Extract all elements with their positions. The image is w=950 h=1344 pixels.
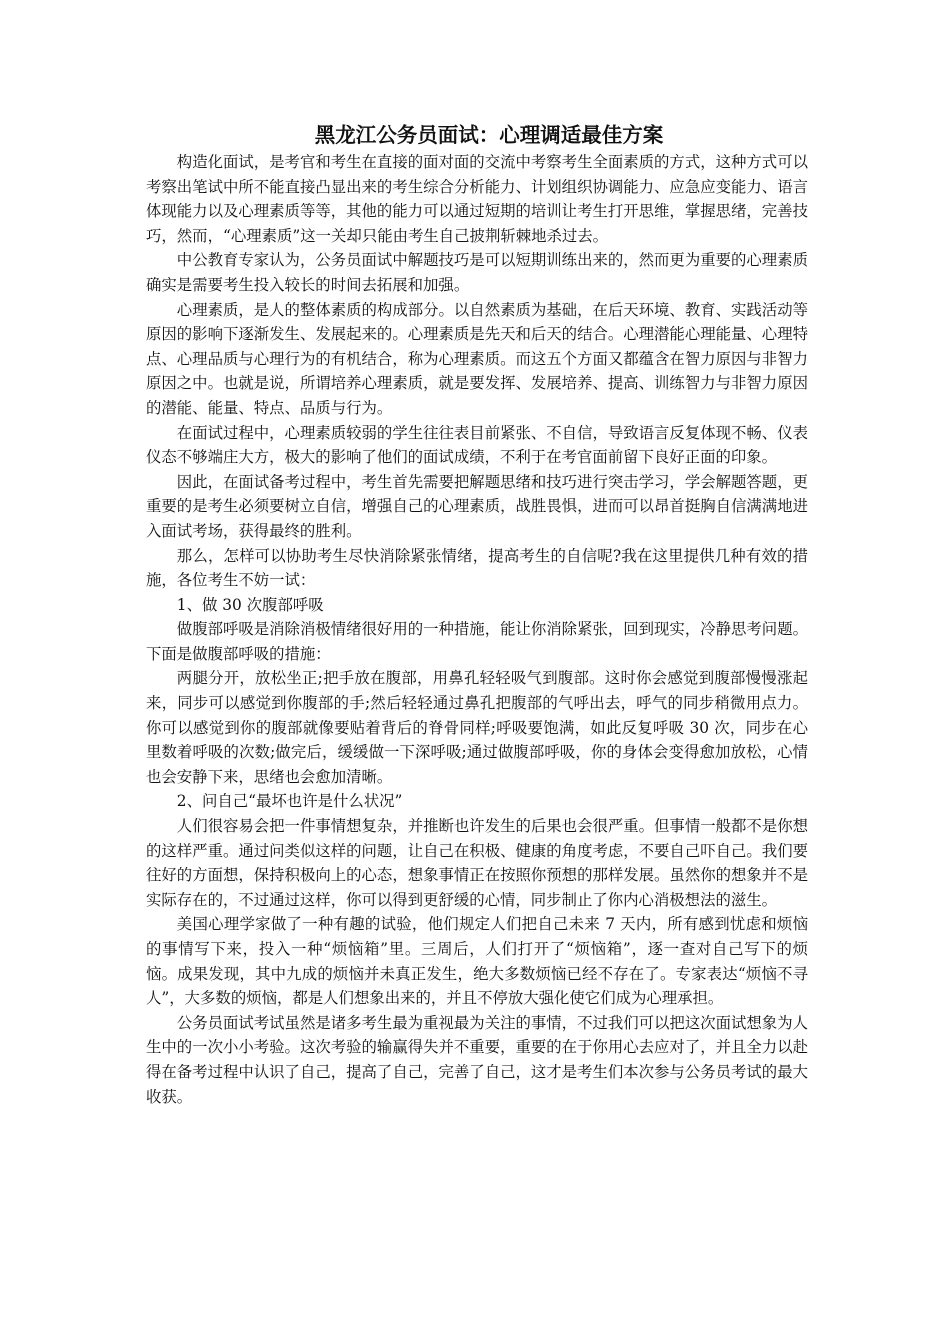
paragraph-conclusion: 公务员面试考试虽然是诸多考生最为重视最为关注的事情，不过我们可以把这次面试想象为人生中的一次小小考验。这次考验的输赢得失并不重要，重要的在于你用心去应对了，并且全力以赴得在备考过程中认识了自己，提高了自己，完善了自己，这才是考生们本次参与公务员考试的最大收获。 xyxy=(146,1013,808,1106)
heading-method-2: 2、问自己“最坏也许是什么状况” xyxy=(176,792,403,811)
paragraph-method-2-body: 人们很容易会把一件事情想复杂，并推断也许发生的后果也会很严重。但事情一般都不是你想的这样严重。通过问类似这样的问题，让自己在积极、健康的角度考虑，不要自己吓自己。我们要往好的方面想，保持积极向上的心态，想象事情正在按照你预想的那样发展。虽然你的想象并不是实际存在的，不过通过这样，你可以得到更舒缓的心情，同步制止了你内心消极想法的滋生。 xyxy=(146,817,808,909)
paragraph-preparation: 因此，在面试备考过程中，考生首先需要把解题思绪和技巧进行突击学习，学会解题答题，更重要的是考生必须要树立自信，增强自己的心理素质，战胜畏惧，进而可以昂首挺胸自信满满地进入面试考场，获得最终的胜利。 xyxy=(146,472,808,540)
paragraph-method-1-steps: 两腿分开，放松坐正;把手放在腹部，用鼻孔轻轻吸气到腹部。这时你会感觉到腹部慢慢涨起来，同步可以感觉到你腹部的手;然后轻轻通过鼻孔把腹部的气呼出去，呼气的同步稍微用点力。你可以感觉到你的腹部就像要贴着背后的脊骨同样;呼吸要饱满，如此反复呼吸 30 次，同步在心里数着呼吸的次数;做完后，缓缓做一下深呼吸;通过做腹部呼吸，你的身体会变得愈加放松，心情也会安静下来，思绪也会愈加清晰。 xyxy=(146,669,808,786)
document-page xyxy=(146,120,808,1109)
heading-method-1: 1、做 30 次腹部呼吸 xyxy=(176,595,324,614)
paragraph-question: 那么，怎样可以协助考生尽快消除紧张情绪，提高考生的自信呢?我在这里提供几种有效的措施，各位考生不妨一试： xyxy=(146,546,808,590)
document-title: 黑龙江公务员面试：心理调适最佳方案 xyxy=(314,123,664,147)
paragraph-interview-weakness: 在面试过程中，心理素质较弱的学生往往表目前紧张、不自信，导致语言反复体现不畅、仪表仪态不够端庄大方，极大的影响了他们的面试成绩，不利于在考官面前留下良好正面的印象。 xyxy=(146,423,808,467)
paragraph-intro: 构造化面试，是考官和考生在直接的面对面的交流中考察考生全面素质的方式，这种方式可以考察出笔试中所不能直接凸显出来的考生综合分析能力、计划组织协调能力、应急应变能力、语言体现能力以及心理素质等等，其他的能力可以通过短期的培训让考生打开思维，掌握思绪，完善技巧，然而，“心理素质”这一关却只能由考生自己披荆斩棘地杀过去。 xyxy=(146,153,808,245)
paragraph-experiment: 美国心理学家做了一种有趣的试验，他们规定人们把自己未来 7 天内，所有感到忧虑和烦恼的事情写下来，投入一种“烦恼箱”里。三周后，人们打开了“烦恼箱”，逐一查对自己写下的烦恼。成果发现，其中九成的烦恼并未真正发生，绝大多数烦恼已经不存在了。专家表达“烦恼不寻人”，大多数的烦恼，都是人们想象出来的，并且不停放大强化使它们成为心理承担。 xyxy=(146,915,808,1008)
paragraph-method-1-intro: 做腹部呼吸是消除消极情绪很好用的一种措施，能让你消除紧张，回到现实，冷静思考问题。下面是做腹部呼吸的措施： xyxy=(146,620,808,663)
paragraph-psychological-quality: 心理素质，是人的整体素质的构成部分。以自然素质为基础，在后天环境、教育、实践活动等原因的影响下逐渐发生、发展起来的。心理素质是先天和后天的结合。心理潜能心理能量、心理特点、心理品质与心理行为的有机结合，称为心理素质。而这五个方面又都蕴含在智力原因与非智力原因之中。也就是说，所谓培养心理素质，就是要发挥、发展培养、提高、训练智力与非智力原因的潜能、能量、特点、品质与行为。 xyxy=(146,300,808,417)
paragraph-expert-view: 中公教育专家认为，公务员面试中解题技巧是可以短期训练出来的，然而更为重要的心理素质确实是需要考生投入较长的时间去拓展和加强。 xyxy=(146,251,808,294)
